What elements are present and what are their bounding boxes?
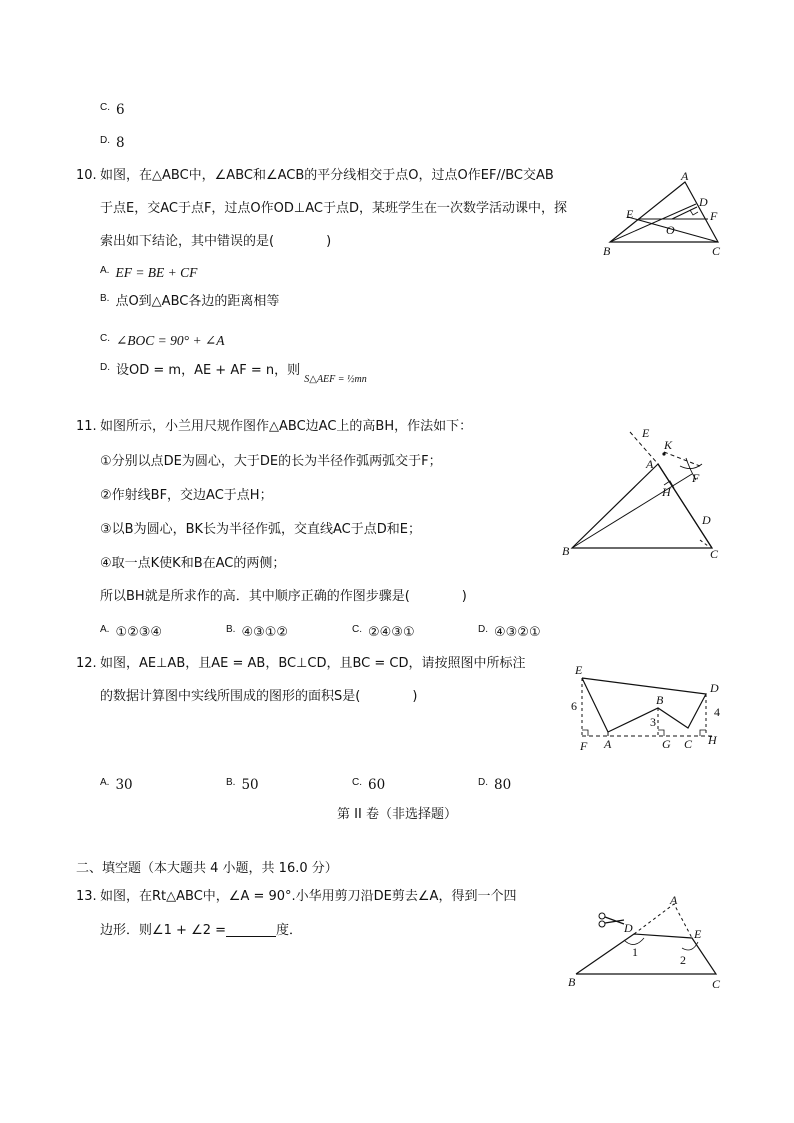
q12-line2: 的数据计算图中实线所围成的图形的面积S是( )	[100, 689, 418, 704]
q12-num-4: 4	[714, 705, 720, 719]
q11-option-b: $^{B.}$ ④③①②	[226, 624, 289, 640]
q13-angle-1: 1	[632, 945, 638, 959]
q10-label-f: F	[710, 209, 718, 223]
part2-title: 第 II 卷（非选择题）	[337, 807, 457, 822]
scissors-icon	[599, 913, 624, 927]
q10-option-a: $^{A.}$ EF = BE + CF	[100, 265, 198, 280]
q10-label-a: A	[681, 169, 689, 183]
q10-option-d: $^{D.}$ 设OD = m，AE + AF = n，则 $_{S\triangle AEF = \frac{1}{2}mn}$	[100, 362, 367, 385]
q10-line3: 索出如下结论，其中错误的是( )	[100, 234, 332, 249]
q12-label-c: C	[684, 737, 693, 751]
q13-line1: 如图，在Rt△ABC中，∠A = 90°.小华用剪刀沿DE剪去∠A，得到一个四	[100, 889, 517, 904]
q12-num-3: 3	[650, 715, 656, 729]
q10-line2: 于点E，交AC于点F，过点O作OD⊥AC于点D，某班学生在一次数学活动课中，探	[100, 201, 567, 216]
q11-line1: 如图所示，小兰用尺规作图作△ABC边AC上的高BH，作法如下：	[100, 419, 473, 434]
q13-figure	[566, 894, 726, 994]
q11-label-k: K	[664, 438, 673, 452]
q11-construction-figure	[560, 422, 730, 562]
q11-option-d: $^{D.}$ ④③②①	[478, 624, 541, 640]
q12-label-d: D	[710, 681, 719, 695]
q10-label-b: B	[603, 244, 611, 258]
q11-label-f: F	[692, 471, 700, 485]
q12-label-f: F	[580, 739, 588, 753]
q10-number: 10.	[76, 168, 97, 183]
q13-answer-blank[interactable]	[226, 924, 276, 937]
q13-label-e: E	[694, 927, 702, 941]
q11-step4: ④取一点K使K和B在AC的两侧；	[100, 556, 286, 571]
q10-area-formula: S△AEF = ½mn	[304, 374, 367, 385]
q12-line1: 如图，AE⊥AB，且AE = AB，BC⊥CD，且BC = CD，请按照图中所标注	[100, 656, 526, 671]
q11-label-b: B	[562, 544, 570, 558]
q12-number: 12.	[76, 656, 97, 671]
q12-label-a: A	[604, 737, 612, 751]
q11-step1: ①分别以点DE为圆心，大于DE的长为半径作弧两弧交于F；	[100, 454, 442, 469]
q13-line2: 边形．则∠1 + ∠2 = 度．	[100, 923, 303, 938]
q13-angle-2: 2	[680, 953, 686, 967]
q11-option-c: $^{C.}$ ②④③①	[352, 624, 415, 640]
section2-heading: 二、填空题（本大题共 4 小题，共 16.0 分）	[76, 861, 338, 876]
q12-label-b: B	[656, 693, 664, 707]
q11-line6: 所以BH就是所求作的高．其中顺序正确的作图步骤是( )	[100, 589, 467, 604]
q12-label-e: E	[575, 663, 583, 677]
q12-option-d: $^{D.}$ 80	[478, 777, 512, 793]
q10-label-c: C	[712, 244, 721, 258]
q11-label-c: C	[710, 547, 719, 561]
q12-option-a: $^{A.}$ 30	[100, 777, 133, 793]
q11-step2: ②作射线BF，交边AC于点H；	[100, 488, 273, 503]
q11-label-h: H	[662, 485, 671, 499]
q12-num-6: 6	[571, 699, 577, 713]
q13-label-a: A	[670, 893, 678, 907]
q10-option-c: $^{C.}$ ∠BOC = 90° + ∠A	[100, 333, 225, 348]
q12-figure	[566, 660, 736, 760]
q12-option-c: $^{C.}$ 60	[352, 777, 386, 793]
q12-option-b: $^{B.}$ 50	[226, 777, 259, 793]
q10-label-e: E	[626, 207, 634, 221]
q12-label-g: G	[662, 737, 671, 751]
q13-number: 13.	[76, 889, 97, 904]
q9-option-d: $^{D.}$ 8	[100, 135, 125, 151]
q12-label-h: H	[708, 733, 717, 747]
q10-option-b: $^{B.}$ 点O到△ABC各边的距离相等	[100, 293, 280, 309]
q11-number: 11.	[76, 419, 97, 434]
q10-line1: 如图，在△ABC中，∠ABC和∠ACB的平分线相交于点O，过点O作EF//BC交AB	[100, 168, 554, 183]
q11-label-a: A	[646, 457, 654, 471]
q10-triangle-figure	[600, 170, 730, 260]
q10-label-o: O	[666, 223, 675, 237]
q13-label-b: B	[568, 975, 576, 989]
q11-label-d: D	[702, 513, 711, 527]
q11-option-a: $^{A.}$ ①②③④	[100, 624, 163, 640]
q9-option-c: $^{C.}$ 6	[100, 102, 125, 118]
q13-label-c: C	[712, 977, 721, 991]
q13-label-d: D	[624, 921, 633, 935]
q11-step3: ③以B为圆心，BK长为半径作弧，交直线AC于点D和E；	[100, 522, 421, 537]
q10-label-d: D	[699, 195, 708, 209]
q11-label-e: E	[642, 426, 650, 440]
